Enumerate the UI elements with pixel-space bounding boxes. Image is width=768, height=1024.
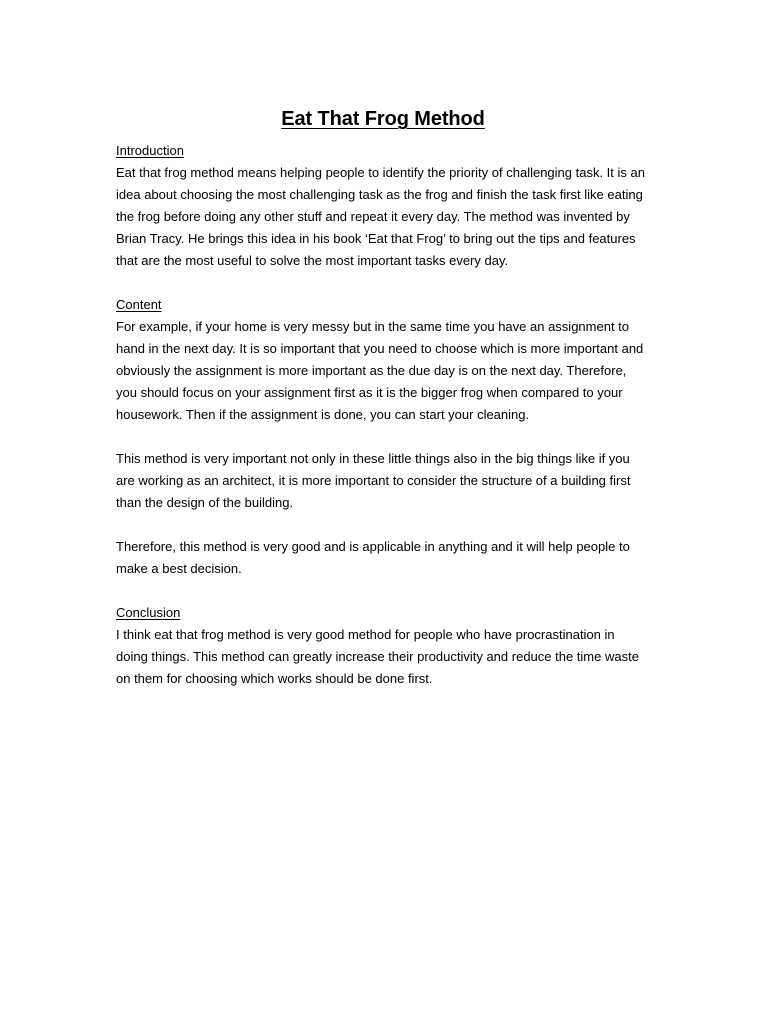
document-body [116,140,650,690]
section-heading-introduction: Introduction [116,143,184,158]
paragraph-spacer [116,514,650,536]
section-heading-content: Content [116,297,162,312]
introduction-paragraph: Eat that frog method means helping people to identify the priority of challenging task. It is an idea about choosing the most challenging task as the frog and finish the task first like eating the frog before doing any other stuff and repeat it every day. The method was invented by Brian Tracy. He brings this idea in his book ‘Eat that Frog’ to bring out the tips and features that are the most useful to solve the most important tasks every day. [116,165,645,268]
conclusion-paragraph: I think eat that frog method is very good method for people who have procrastination in doing things. This method can greatly increase their productivity and reduce the time waste on them for choosing which works should be done first. [116,627,639,686]
section-heading-conclusion: Conclusion [116,605,181,620]
content-paragraph-2: This method is very important not only in these little things also in the big things like if you are working as an architect, it is more important to consider the structure of a building first than the design of the building. [116,451,631,510]
content-paragraph-3: Therefore, this method is very good and is applicable in anything and it will help people to make a best decision. [116,539,630,576]
paragraph-spacer [116,426,650,448]
document-title: Eat That Frog Method [281,108,485,130]
content-paragraph-1: For example, if your home is very messy but in the same time you have an assignment to hand in the next day. It is so important that you need to choose which is more important and obviously the assignment is more important as the due day is on the next day. Therefore, you should focus on your assignment first as it is the bigger frog when compared to your housework. Then if the assignment is done, you can start your cleaning. [116,319,644,422]
paragraph-spacer [116,272,650,294]
paragraph-spacer [116,580,650,602]
